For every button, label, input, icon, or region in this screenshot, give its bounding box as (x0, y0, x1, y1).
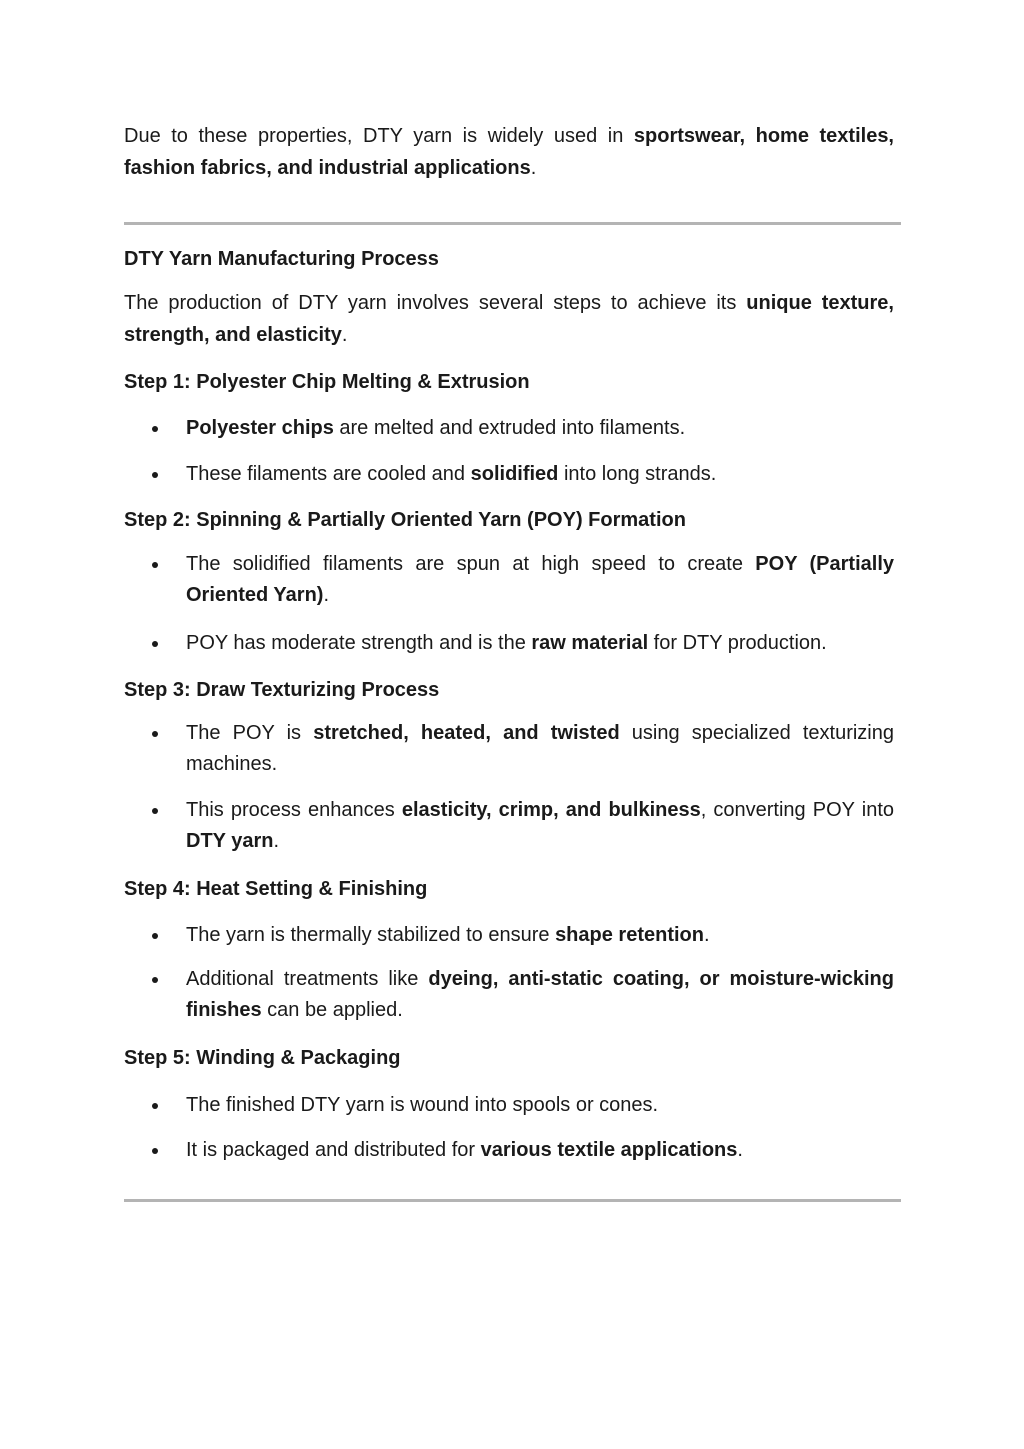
lead-text: The production of DTY yarn involves several steps to achieve its (124, 292, 747, 314)
bullet-bold: Polyester chips (186, 417, 334, 439)
bullet-icon (152, 808, 158, 814)
bullet-text: can be applied. (261, 999, 403, 1021)
bullet-icon (152, 933, 158, 939)
bullet-text: into long strands. (558, 463, 717, 485)
bullet-icon (152, 472, 158, 478)
bullet-bold: solidified (470, 463, 559, 485)
step-1-title: Step 1: Polyester Chip Melting & Extrusion (124, 371, 530, 393)
list-item (124, 459, 894, 490)
bullet-text: The POY is (186, 722, 314, 744)
list-item (124, 549, 894, 611)
bullet-icon (152, 977, 158, 983)
list-item (124, 964, 894, 1026)
bullet-bold: raw material (531, 632, 649, 654)
bullet-text: . (323, 584, 330, 606)
list-item (124, 920, 894, 951)
bullet-icon (152, 562, 158, 568)
bullet-text: , converting POY into (700, 799, 894, 821)
intro-text: Due to these properties, DTY yarn is widely used in (124, 125, 634, 147)
bullet-text: This process enhances (186, 799, 402, 821)
lead-bold: unique texture, strength, and elasticity (124, 292, 894, 346)
bullet-bold: dyeing, anti-static coating, or moisture-wicking finishes (186, 968, 894, 1021)
bullet-text: for DTY production. (648, 632, 827, 654)
list-item (124, 628, 894, 659)
bullet-bold: POY (Partially Oriented Yarn) (186, 553, 894, 606)
bullet-text: . (703, 924, 710, 946)
section-lead (124, 287, 894, 351)
bullet-text: The yarn is thermally stabilized to ensure (186, 924, 556, 946)
bullet-icon (152, 731, 158, 737)
bullet-bold: elasticity, crimp, and bulkiness (401, 799, 701, 821)
list-item (124, 1135, 894, 1166)
bullet-text: The finished DTY yarn is wound into spools or cones. (186, 1094, 659, 1116)
bullet-bold: DTY yarn (186, 830, 274, 852)
bullet-icon (152, 641, 158, 647)
bullet-text: These filaments are cooled and (186, 463, 471, 485)
bullet-icon (152, 426, 158, 432)
divider-top (124, 222, 901, 225)
step-3-title: Step 3: Draw Texturizing Process (124, 679, 440, 701)
bullet-text: . (273, 830, 280, 852)
step-5-title: Step 5: Winding & Packaging (124, 1047, 401, 1069)
bullet-icon (152, 1103, 158, 1109)
list-item (124, 1090, 894, 1121)
list-item (124, 718, 894, 780)
bullet-text: are melted and extruded into filaments. (333, 417, 686, 439)
bullet-text: It is packaged and distributed for (186, 1139, 481, 1161)
step-4-title: Step 4: Heat Setting & Finishing (124, 878, 428, 900)
divider-bottom (124, 1199, 901, 1202)
bullet-text: The solidified filaments are spun at high speed to create (186, 553, 756, 575)
bullet-bold: stretched, heated, and twisted (313, 722, 620, 744)
bullet-bold: various textile applications (480, 1139, 738, 1161)
bullet-text: using specialized texturizing machines. (186, 722, 894, 775)
step-2-title: Step 2: Spinning & Partially Oriented Yarn (POY) Formation (124, 509, 686, 531)
section-title: DTY Yarn Manufacturing Process (124, 248, 439, 270)
intro-paragraph (124, 120, 894, 184)
bullet-icon (152, 1148, 158, 1154)
bullet-text: POY has moderate strength and is the (186, 632, 532, 654)
list-item (124, 795, 894, 857)
bullet-text: . (737, 1139, 743, 1161)
list-item (124, 413, 894, 444)
intro-end: . (530, 157, 537, 179)
bullet-text: Additional treatments like (186, 968, 429, 990)
intro-bold: sportswear, home textiles, fashion fabrics, and industrial applications (124, 125, 894, 179)
bullet-bold: shape retention (555, 924, 704, 946)
lead-end: . (341, 324, 348, 346)
